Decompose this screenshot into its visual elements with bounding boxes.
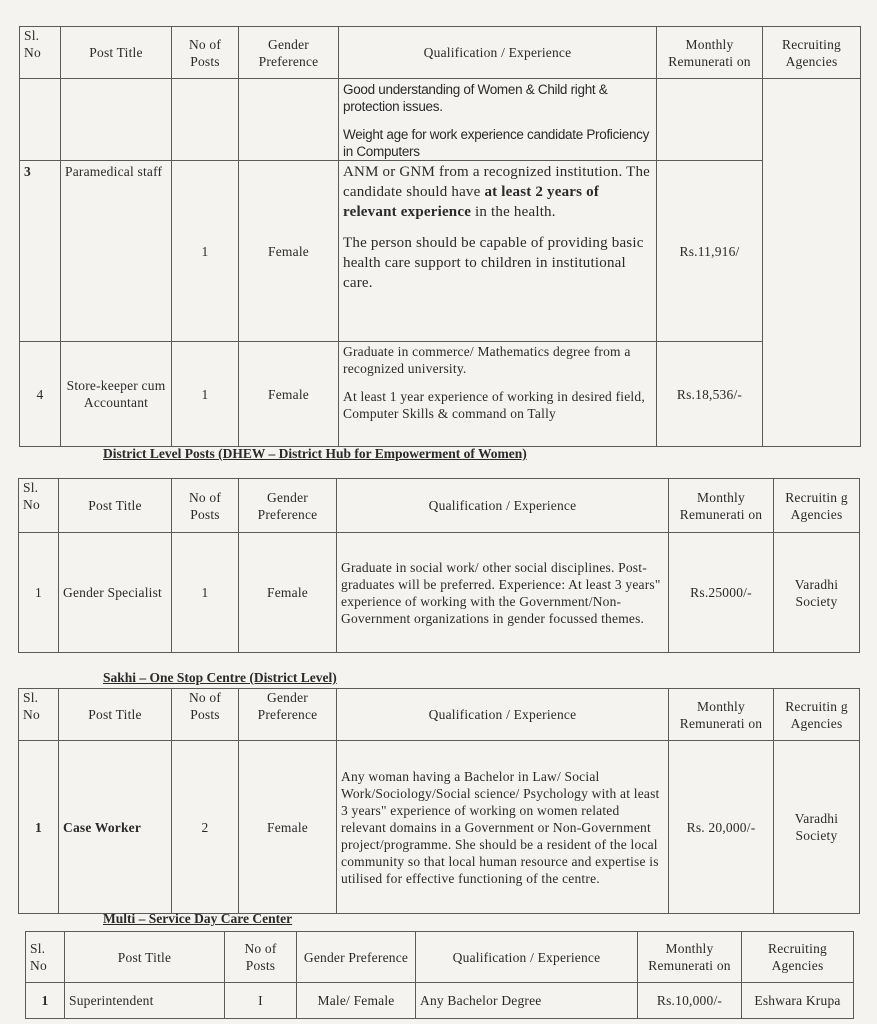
header-sl-no: Sl. No: [26, 932, 65, 983]
header-remuneration: Monthly Remunerati on: [638, 932, 742, 983]
qualification: Any woman having a Bachelor in Law/ Social Work/Sociology/Social science/ Psychology with at least 3 years" experience of working on women related relevant domains in a Government or Non-Government project/programme. She should be a resident of the local community so that local human resource and expertise is utilised for effective functioning of the centre.: [337, 741, 669, 914]
no-of-posts: I: [225, 983, 297, 1019]
header-no-of-posts: No of Posts: [225, 932, 297, 983]
header-gender: Gender Preference: [297, 932, 416, 983]
no-of-posts: 2: [172, 741, 239, 914]
table-header: [19, 479, 860, 533]
no-of-posts: [172, 79, 239, 161]
table-row: [19, 741, 860, 914]
sl-no: [20, 79, 61, 161]
qualification-paragraph: [343, 343, 652, 377]
qualification-paragraph: [343, 162, 652, 222]
gender: [239, 79, 339, 161]
sl-no: 3: [20, 161, 61, 342]
table-row: [19, 533, 860, 653]
table-header: [20, 27, 861, 79]
qualification: [339, 342, 657, 447]
qualification-paragraph: [343, 126, 652, 160]
table-header: [19, 689, 860, 741]
header-remuneration: Monthly Remunerati on: [669, 689, 774, 741]
qualification-text: Good understanding of Women & Child right & protection issues.: [343, 82, 608, 114]
qualification-text: At least 1 year experience of working in desired field, Computer Skills & command on Tally: [343, 389, 645, 421]
no-of-posts: 1: [172, 161, 239, 342]
header-post-title: Post Title: [61, 27, 172, 79]
header-gender: Gender Preference: [239, 689, 337, 741]
remuneration: Rs.18,536/-: [657, 342, 763, 447]
table-row: [20, 161, 861, 342]
section-heading-district-level: District Level Posts (DHEW – District Hub for Empowerment of Women): [103, 446, 527, 461]
table-row: [26, 983, 854, 1019]
header-gender: Gender Preference: [239, 479, 337, 533]
header-no-of-posts: No of Posts: [172, 27, 239, 79]
recruiting-agency: Varadhi Society: [774, 741, 860, 914]
recruiting-agency: Eshwara Krupa: [742, 983, 854, 1019]
remuneration: [657, 79, 763, 161]
header-sl-no: Sl. No: [19, 479, 59, 533]
section-heading-day-care-center: Multi – Service Day Care Center: [103, 911, 293, 926]
recruiting-agency: [763, 79, 861, 447]
recruiting-agency: Varadhi Society: [774, 533, 860, 653]
qualification-text: Weight age for work experience candidate Proficiency in Computers: [343, 127, 650, 159]
qualification-paragraph: [343, 81, 652, 115]
qualification-text: The candidate should have: [343, 164, 651, 200]
header-agencies: Recruiting Agencies: [742, 932, 854, 983]
header-qualification: Qualification / Experience: [416, 932, 638, 983]
qualification: [339, 79, 657, 161]
post-title: Store-keeper cum Accountant: [61, 342, 172, 447]
district-level-posts-table: [18, 478, 860, 653]
gender: Female: [239, 161, 339, 342]
header-agencies: Recruiting Agencies: [763, 27, 861, 79]
header-qualification: Qualification / Experience: [337, 479, 669, 533]
qualification-text: The person should be capable of providing basic health care support to children in institutional care.: [343, 235, 644, 291]
header-no-of-posts: No of Posts: [172, 479, 239, 533]
header-agencies: Recruitin g Agencies: [774, 689, 860, 741]
header-gender: Gender Preference: [239, 27, 339, 79]
remuneration: Rs.25000/-: [669, 533, 774, 653]
qualification: [339, 161, 657, 342]
remuneration: Rs.10,000/-: [638, 983, 742, 1019]
post-title: Paramedical staff: [61, 161, 172, 342]
header-remuneration: Monthly Remunerati on: [657, 27, 763, 79]
gender: Female: [239, 741, 337, 914]
header-post-title: Post Title: [59, 689, 172, 741]
qualification-text: in the health.: [471, 204, 556, 220]
sl-no: 1: [26, 983, 65, 1019]
post-title: [61, 79, 172, 161]
qualification: Any Bachelor Degree: [416, 983, 638, 1019]
post-title: Superintendent: [65, 983, 225, 1019]
post-title: Gender Specialist: [59, 533, 172, 653]
table-header: [26, 932, 854, 983]
posts-table-continued: [19, 26, 861, 447]
qualification-emphasis: at least 2 years of relevant experience: [343, 184, 600, 220]
no-of-posts: 1: [172, 533, 239, 653]
gender: Female: [239, 533, 337, 653]
header-qualification: Qualification / Experience: [339, 27, 657, 79]
gender: Male/ Female: [297, 983, 416, 1019]
header-post-title: Post Title: [59, 479, 172, 533]
qualification: Graduate in social work/ other social disciplines. Post-graduates will be preferred. Experience: At least 3 years" experience of working with the Government/Non-Government organizations in gender focussed themes.: [337, 533, 669, 653]
table-row: [20, 342, 861, 447]
table-row: [20, 79, 861, 161]
header-agencies: Recruitin g Agencies: [774, 479, 860, 533]
sl-no: 1: [19, 533, 59, 653]
header-post-title: Post Title: [65, 932, 225, 983]
gender: Female: [239, 342, 339, 447]
sl-no: 4: [20, 342, 61, 447]
header-qualification: Qualification / Experience: [337, 689, 669, 741]
no-of-posts: 1: [172, 342, 239, 447]
sl-no: 1: [19, 741, 59, 914]
qualification-paragraph: [343, 233, 652, 293]
qualification-paragraph: [343, 388, 652, 422]
day-care-center-table: [25, 931, 854, 1019]
remuneration: Rs.11,916/: [657, 161, 763, 342]
qualification-text: Graduate in commerce/ Mathematics degree from a recognized university.: [343, 344, 631, 376]
post-title: Case Worker: [59, 741, 172, 914]
remuneration: Rs. 20,000/-: [669, 741, 774, 914]
one-stop-centre-table: [18, 688, 860, 914]
qualification-text: ANM or GNM from a recognized institution.: [343, 164, 627, 180]
section-heading-one-stop-centre: Sakhi – One Stop Centre (District Level): [103, 670, 337, 685]
header-sl-no: Sl. No: [20, 27, 61, 79]
header-sl-no: Sl. No: [19, 689, 59, 741]
header-remuneration: Monthly Remunerati on: [669, 479, 774, 533]
header-no-of-posts: No of Posts: [172, 689, 239, 741]
